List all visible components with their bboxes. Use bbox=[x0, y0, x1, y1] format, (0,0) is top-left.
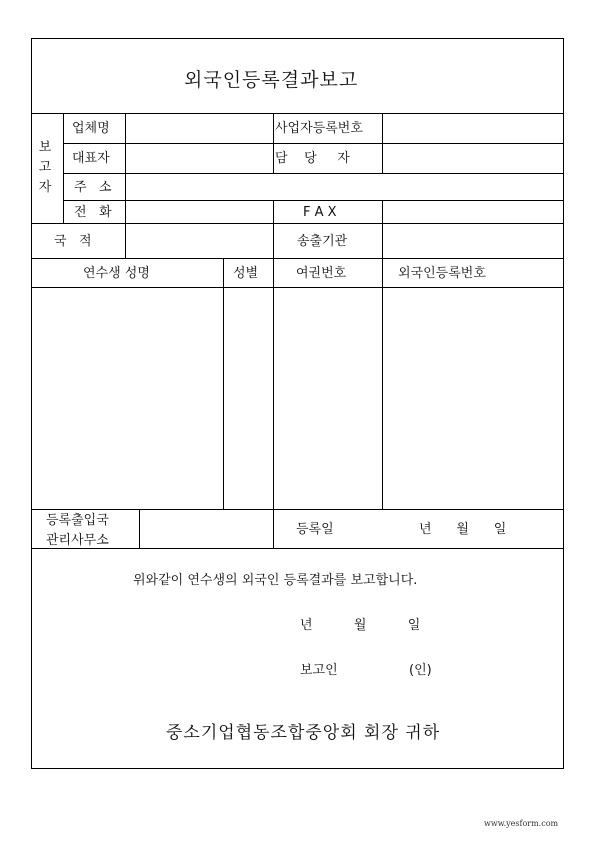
registration-date-label: 등록일 bbox=[296, 522, 334, 537]
manager-label: 담 당 자 bbox=[275, 151, 350, 166]
business-reg-no-field[interactable] bbox=[383, 114, 563, 143]
sending-agency-label: 송출기관 bbox=[297, 234, 348, 249]
reporter-signature-label: 보고인 bbox=[300, 663, 338, 678]
immigration-office-label-line2: 관리사무소 bbox=[46, 533, 109, 548]
gender-cell[interactable] bbox=[224, 288, 272, 508]
trainee-name-header: 연수생 성명 bbox=[83, 266, 150, 281]
fax-label: F A X bbox=[303, 205, 337, 220]
business-reg-no-label: 사업자등록번호 bbox=[275, 121, 363, 136]
phone-field[interactable] bbox=[126, 201, 272, 223]
address-label: 주 소 bbox=[74, 180, 112, 195]
passport-no-cell[interactable] bbox=[274, 288, 381, 508]
immigration-office-label-line1: 등록출입국 bbox=[46, 513, 109, 528]
form-title: 외국인등록결과보고 bbox=[184, 69, 359, 91]
representative-label: 대표자 bbox=[72, 151, 110, 166]
alien-reg-no-cell[interactable] bbox=[383, 288, 563, 508]
passport-no-header: 여권번호 bbox=[296, 266, 347, 281]
manager-field[interactable] bbox=[383, 144, 563, 173]
trainee-name-cell[interactable] bbox=[33, 288, 222, 508]
phone-label: 전 화 bbox=[74, 205, 112, 220]
registration-date-field[interactable]: 년 월 일 bbox=[419, 522, 507, 537]
representative-field[interactable] bbox=[126, 144, 272, 173]
reporter-section-label bbox=[38, 138, 52, 198]
nationality-label: 국 적 bbox=[54, 234, 92, 249]
reporter-char-3: 자 bbox=[38, 180, 52, 195]
immigration-office-field[interactable] bbox=[140, 510, 272, 548]
business-name-label: 업체명 bbox=[72, 121, 110, 136]
reporter-char-2: 고 bbox=[38, 160, 52, 175]
sending-agency-field[interactable] bbox=[383, 224, 563, 258]
footer-watermark: www.yesform.com bbox=[484, 819, 559, 828]
business-name-field[interactable] bbox=[126, 114, 272, 143]
address-field[interactable] bbox=[126, 174, 563, 200]
report-statement: 위와같이 연수생의 외국인 등록결과를 보고합니다. bbox=[133, 573, 418, 588]
report-date[interactable]: 년 월 일 bbox=[300, 618, 421, 633]
alien-reg-no-header: 외국인등록번호 bbox=[398, 266, 486, 281]
report-form bbox=[31, 38, 564, 769]
nationality-field[interactable] bbox=[126, 224, 272, 258]
gender-header: 성별 bbox=[233, 266, 259, 281]
fax-field[interactable] bbox=[383, 201, 563, 223]
seal-label: (인) bbox=[409, 663, 432, 678]
reporter-char-1: 보 bbox=[38, 140, 52, 155]
addressee: 중소기업협동조합중앙회 회장 귀하 bbox=[166, 723, 441, 743]
